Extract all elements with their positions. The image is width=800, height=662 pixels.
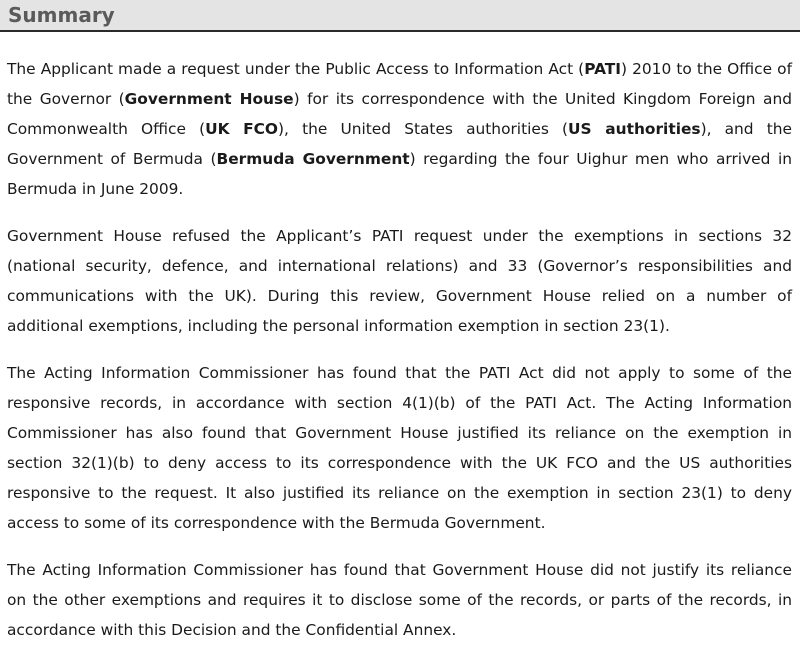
paragraph-text: ), the United States authorities (	[278, 120, 569, 138]
section-title: Summary	[8, 3, 115, 27]
paragraph-text: Government House refused the Applicant’s PATI request under the exemptions in sections 32 (national security, defence, and international relations) and 33 (Governor’s responsibilities and communications with the UK). During this review, Government House relied on a number of additional exemptions, including the personal information exemption in section 23(1).	[7, 227, 792, 335]
paragraph-text: ) regarding the four Uighur men who arrived in Bermuda in June 2009.	[7, 150, 792, 198]
paragraph-text: The Applicant made a request under the Public Access to Information Act (	[7, 60, 585, 78]
paragraph-text: The Acting Information Commissioner has found that the PATI Act did not apply to some of the responsive records, in accordance with section 4(1)(b) of the PATI Act. The Acting Information Commissioner has also found that Government House justified its reliance on the exemption in section 32(1)(b) to deny access to its correspondence with the UK FCO and the US authorities responsive to the request. It also justified its reliance on the exemption in section 23(1) to deny access to some of its correspondence with the Bermuda Government.	[7, 364, 792, 532]
defined-term: US authorities	[568, 120, 701, 138]
summary-paragraph	[7, 54, 792, 204]
paragraph-text: ) for its correspondence with the United Kingdom Foreign and Commonwealth Office (	[7, 90, 792, 138]
header-divider	[0, 30, 800, 32]
summary-paragraph	[7, 555, 792, 645]
defined-term: Bermuda Government	[216, 150, 410, 168]
summary-paragraph	[7, 358, 792, 538]
summary-paragraph	[7, 221, 792, 341]
paragraph-text: The Acting Information Commissioner has found that Government House did not justify its reliance on the other exemptions and requires it to disclose some of the records, or parts of the records, in accordance with this Decision and the Confidential Annex.	[7, 561, 792, 639]
paragraph-text: ) 2010 to the Office of the Governor (	[7, 60, 792, 108]
paragraph-text: ), and the Government of Bermuda (	[7, 120, 792, 168]
summary-body	[7, 54, 792, 662]
defined-term: PATI	[584, 60, 622, 78]
section-header	[0, 0, 800, 30]
defined-term: Government House	[124, 90, 294, 108]
defined-term: UK FCO	[205, 120, 279, 138]
